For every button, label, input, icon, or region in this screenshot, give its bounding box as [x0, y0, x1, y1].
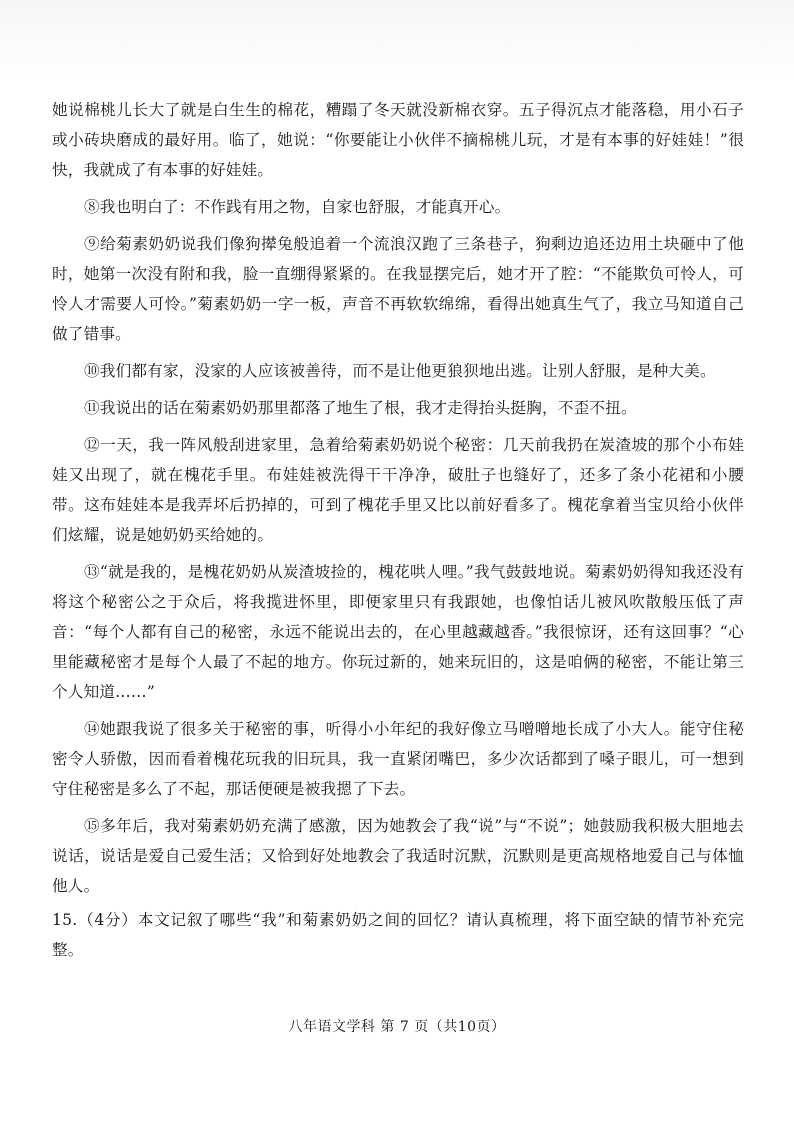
paragraph-12: ⑫一天，我一阵风般刮进家里，急着给菊素奶奶说个秘密：几天前我扔在炭渣坡的那个小布娃娃又出现了，就在槐花手里。布娃娃被洗得干干净净，破肚子也缝好了，还多了条小花裙和小腰带。这布娃娃本是我弄坏后扔掉的，可到了槐花手里又比以前好看多了。槐花拿着当宝贝给小伙伴们炫耀，说是她奶奶买给她的。	[52, 436, 744, 544]
paragraph-15: ⑮多年后，我对菊素奶奶充满了感激，因为她教会了我“说”与“不说”；她鼓励我积极大胆地去说话，说话是爱自己爱生活；又恰到好处地教会了我适时沉默，沉默则是更高规格地爱自己与体恤他人。	[52, 817, 744, 895]
question-15: 15.（4分）本文记叙了哪些“我”和菊素奶奶之间的回忆？请认真梳理，将下面空缺的情节补充完整。	[52, 911, 744, 959]
paragraph-8: ⑧我也明白了：不作践有用之物，自家也舒服，才能真开心。	[84, 198, 511, 216]
paragraph-14: ⑭她跟我说了很多关于秘密的事，听得小小年纪的我好像立马噌噌地长成了小大人。能守住秘密令人骄傲，因而看着槐花玩我的旧玩具，我一直紧闭嘴巴，多少次话都到了嗓子眼儿，可一想到守住秘密是多么了不起，那话便硬是被我摁了下去。	[52, 720, 744, 798]
scan-shadow	[0, 0, 794, 80]
paragraph-9: ⑨给菊素奶奶说我们像狗撵兔般追着一个流浪汉跑了三条巷子，狗剩边追还边用土块砸中了他时，她第一次没有附和我，脸一直绷得紧紧的。在我显摆完后，她才开了腔：“不能欺负可怜人，可怜人才需要人可怜。”菊素奶奶一字一板，声音不再软软绵绵，看得出她真生气了，我立马知道自己做了错事。	[52, 235, 744, 343]
reading-passage	[52, 95, 744, 965]
paragraph-11: ⑪我说出的话在菊素奶奶那里都落了地生了根，我才走得抬头挺胸，不歪不扭。	[84, 399, 637, 417]
paragraph-continuation: 她说棉桃儿长大了就是白生生的棉花，糟蹋了冬天就没新棉衣穿。五子得沉点才能落稳，用小石子或小砖块磨成的最好用。临了，她说：“你要能让小伙伴不摘棉桃儿玩，才是有本事的好娃娃！”很快，我就成了有本事的好娃娃。	[52, 101, 744, 179]
paragraph-13: ⑬“就是我的，是槐花奶奶从炭渣坡捡的，槐花哄人哩。”我气鼓鼓地说。菊素奶奶得知我还没有将这个秘密公之于众后，将我揽进怀里，即便家里只有我跟她，也像怕话儿被风吹散般压低了声音：“每个人都有自己的秘密，永远不能说出去的，在心里越藏越香。”我很惊讶，还有这回事？“心里能藏秘密才是每个人最了不起的地方。你玩过新的，她来玩旧的，这是咱俩的秘密，不能让第三个人知道……”	[52, 563, 744, 701]
paragraph-10: ⑩我们都有家，没家的人应该被善待，而不是让他更狼狈地出逃。让别人舒服，是种大美。	[84, 362, 716, 380]
page-footer: 八年语文学科 第 7 页（共10页）	[288, 1019, 506, 1035]
